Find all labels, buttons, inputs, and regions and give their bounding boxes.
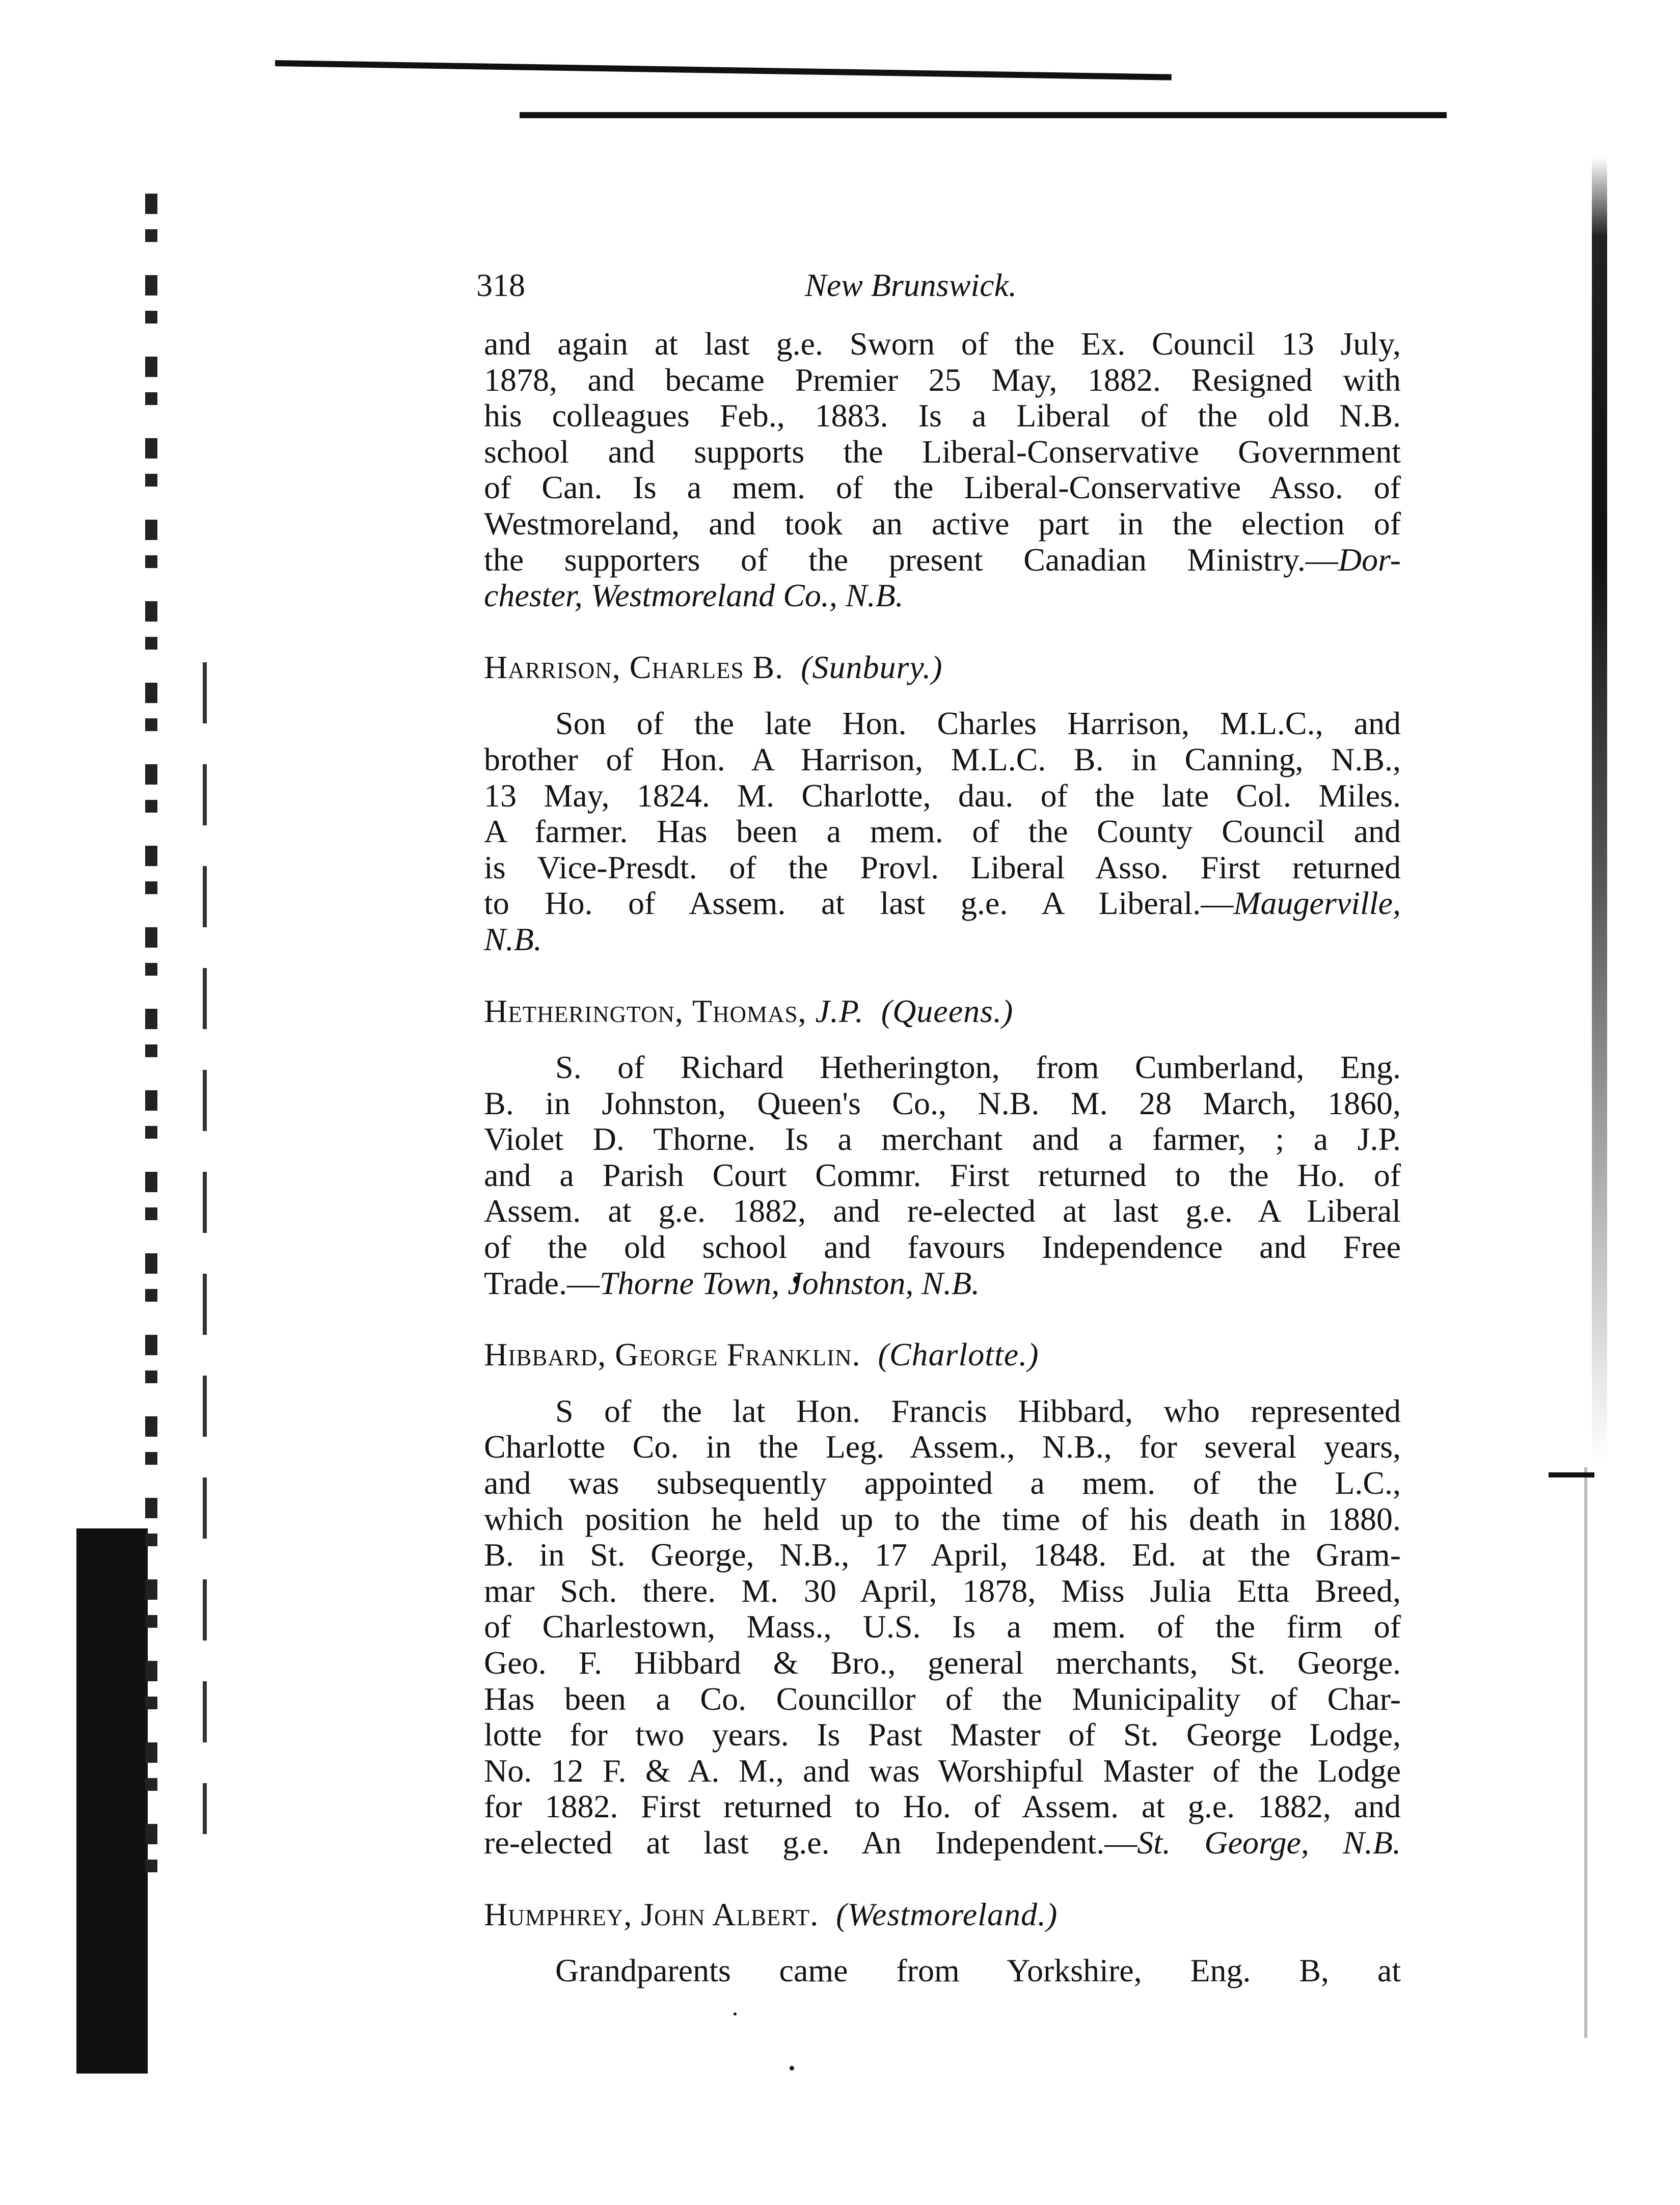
entry-given-name: John Albert. xyxy=(641,1896,819,1932)
text-line: No. 12 F. & A. M., and was Worshipful Master of the Lodge xyxy=(484,1752,1401,1789)
address-text: Thorne Town, Johnston, N.B. xyxy=(599,1265,980,1301)
text-line: 1878, and became Premier 25 May, 1882. Resigned with xyxy=(484,361,1401,398)
text-line xyxy=(484,542,1401,578)
entry-heading-harrison: Harrison, Charles B. (Sunbury.) xyxy=(484,649,943,685)
address-text: N.B. xyxy=(484,921,542,957)
text-line: Geo. F. Hibbard & Bro., general merchants, St. George. xyxy=(484,1645,1401,1681)
text-line: which position he held up to the time of his death in 1880. xyxy=(484,1500,1401,1537)
address-text: Maugerville, xyxy=(1233,885,1401,922)
text-line: S. of Richard Hetherington, from Cumberland, Eng. xyxy=(555,1049,1401,1086)
text-line: and was subsequently appointed a mem. of the L.C., xyxy=(484,1465,1401,1501)
text-line xyxy=(484,1266,1401,1302)
scan-shadow-right xyxy=(1592,158,1607,1462)
text-line: Violet D. Thorne. Is a merchant and a farmer, ; a J.P. xyxy=(484,1121,1401,1158)
text-line xyxy=(484,1825,1401,1861)
text-line: Has been a Co. Councillor of the Municipality of Char- xyxy=(484,1680,1401,1717)
scan-shadow-left xyxy=(76,1528,148,2074)
text-line: A farmer. Has been a mem. of the County Council and xyxy=(484,813,1401,850)
entry-constituency: (Charlotte.) xyxy=(878,1336,1039,1373)
entry-surname: Hibbard, xyxy=(484,1336,607,1373)
entry-given-name: Charles B. xyxy=(629,649,784,685)
scan-shadow-left xyxy=(203,662,207,1834)
text-line: brother of Hon. A Harrison, M.L.C. B. in Canning, N.B., xyxy=(484,741,1401,777)
text-line: school and supports the Liberal-Conservative Government xyxy=(484,433,1401,470)
address-text: chester, xyxy=(484,577,591,614)
text-segment: re-elected at last g.e. An Independent.— xyxy=(484,1824,1137,1861)
entry-heading-humphrey xyxy=(484,1897,1401,1933)
text-line: of Can. Is a mem. of the Liberal-Conservative Asso. of xyxy=(484,469,1401,506)
entry-heading-hibbard xyxy=(484,1337,1401,1373)
text-segment: the supporters of the present Canadian Ministry.— xyxy=(484,541,1338,578)
text-line: is Vice-Presdt. of the Provl. Liberal Asso. First returned xyxy=(484,849,1401,885)
text-line: for 1882. First returned to Ho. of Assem. at g.e. 1882, and xyxy=(484,1788,1401,1825)
address-text: Westmoreland Co., N.B. xyxy=(590,577,904,614)
text-line: 13 May, 1824. M. Charlotte, dau. of the late Col. Miles. xyxy=(484,777,1401,814)
scan-mark xyxy=(1549,1472,1594,1477)
text-line: Assem. at g.e. 1882, and re-elected at last g.e. A Liberal xyxy=(484,1193,1401,1229)
ink-speck xyxy=(790,2066,794,2070)
ink-speck xyxy=(734,2012,737,2015)
entry-given-name: George Franklin. xyxy=(615,1336,861,1373)
text-line: of the old school and favours Independence and Free xyxy=(484,1229,1401,1266)
scan-edge-line xyxy=(275,60,1172,80)
text-line: Son of the late Hon. Charles Harrison, M.L.C., and xyxy=(555,705,1401,742)
entry-surname: Hetherington xyxy=(484,992,675,1029)
entry-surname: Harrison xyxy=(484,649,612,685)
text-line: S of the lat Hon. Francis Hibbard, who represented xyxy=(555,1392,1401,1429)
text-line: B. in St. George, N.B., 17 April, 1848. Ed. at the Gram- xyxy=(484,1537,1401,1573)
text-line: B. in Johnston, Queen's Co., N.B. M. 28 March, 1860, xyxy=(484,1085,1401,1121)
text-line: lotte for two years. Is Past Master of St. George Lodge, xyxy=(484,1716,1401,1753)
running-title: New Brunswick. xyxy=(805,267,1017,303)
text-line xyxy=(484,578,1401,614)
text-line: Charlotte Co. in the Leg. Assem., N.B., for several years, xyxy=(484,1429,1401,1465)
text-line: mar Sch. there. M. 30 April, 1878, Miss Julia Etta Breed, xyxy=(484,1572,1401,1609)
text-line: Grandparents came from Yorkshire, Eng. B, at xyxy=(555,1952,1401,1989)
text-line: of Charlestown, Mass., U.S. Is a mem. of the firm of xyxy=(484,1608,1401,1645)
entry-heading-hetherington: Hetherington, Thomas, J.P. (Queens.) xyxy=(484,992,1014,1029)
scan-shadow-right xyxy=(1584,1467,1587,2038)
text-line xyxy=(484,922,1401,958)
entry-title: J.P. xyxy=(815,992,864,1029)
scan-shadow-left xyxy=(145,194,157,1875)
address-text: Dor- xyxy=(1338,541,1401,578)
text-line: and a Parish Court Commr. First returned to the Ho. of xyxy=(484,1157,1401,1193)
address-text: St. George, N.B. xyxy=(1137,1824,1401,1861)
scan-edge-line xyxy=(520,112,1447,118)
text-segment: to Ho. of Assem. at last g.e. A Liberal.— xyxy=(484,885,1234,922)
entry-surname: Humphrey, xyxy=(484,1896,633,1932)
body-text xyxy=(484,326,1401,1989)
text-segment: Trade.— xyxy=(484,1265,600,1301)
entry-constituency: (Queens.) xyxy=(881,992,1014,1029)
text-line: and again at last g.e. Sworn of the Ex. Council 13 July, xyxy=(484,326,1401,362)
entry-constituency: (Sunbury.) xyxy=(801,649,943,685)
text-line: his colleagues Feb., 1883. Is a Liberal of the old N.B. xyxy=(484,397,1401,434)
running-header xyxy=(476,265,1414,306)
entry-given-name: Thomas, xyxy=(692,992,807,1029)
text-line: Westmoreland, and took an active part in the election of xyxy=(484,505,1401,542)
text-line xyxy=(484,885,1401,922)
page-number: 318 xyxy=(476,267,525,303)
entry-constituency: (Westmoreland.) xyxy=(836,1896,1058,1932)
